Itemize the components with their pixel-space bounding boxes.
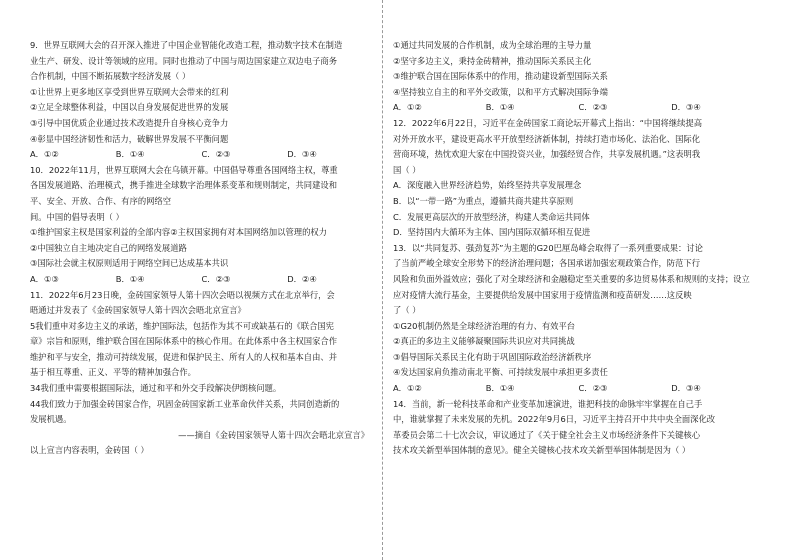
column-divider [382, 0, 383, 560]
q9-statement: ④彰显中国经济韧性和活力，破解世界发展不平衡问题 [30, 133, 229, 144]
q10-option-d[interactable]: D．②④ [287, 273, 317, 284]
q10-statement: ②中国独立自主地决定自己的网络发展道路 [30, 242, 187, 253]
q13-option-c[interactable]: C．②③ [578, 383, 608, 394]
q10-stem-line: 各国发展道路、治理模式，携手推进全球数字治理体系变革和规则制定，共同建设和 [30, 180, 337, 191]
right-column [393, 38, 764, 459]
q11-quote-line: 维护和平与安全，推动可持续发展，促进和保护民主、所有人的人权和基本自由、并 [30, 351, 337, 362]
q11-option-d[interactable]: D．③④ [671, 102, 701, 113]
q9-option-c[interactable]: C．②③ [201, 149, 231, 160]
q11-source: ——摘自《金砖国家领导人第十四次会晤北京宣言》 [178, 429, 369, 440]
q14-stem-line: 14．当前，新一轮科技革命和产业变革加速演进，谁把科技的命脉牢牢掌握在自己手 [393, 398, 703, 409]
q12-stem-line: 对外开放水平，建设更高水平开放型经济新体制，持续打造市场化、法治化、国际化 [393, 133, 700, 144]
q11-quote-line: 发展机遇。 [30, 414, 72, 425]
q14-stem-line: 革委员会第二十七次会议，审议通过了《关于健全社会主义市场经济条件下关键核心 [393, 429, 700, 440]
q13-statement: ④发达国家肩负推动南北平衡、可持续发展中承担更多责任 [393, 367, 608, 378]
q12-stem-line: 12．2022年6月22日，习近平在金砖国家工商论坛开幕式上指出：“中国将继续提高 [393, 117, 703, 128]
q10-options [30, 272, 373, 288]
q12-stem-line: 营商环境，热忱欢迎大家在中国投资兴业，加强经贸合作，共享发展机遇。”这表明我 [393, 149, 701, 160]
q13-statement: ②真正的多边主义能够凝聚国际共识应对共同挑战 [393, 336, 575, 347]
q10-stem-line: 10．2022年11月，世界互联网大会在乌镇开幕。中国倡导尊重各国网络主权，尊重 [30, 164, 338, 175]
q11-options [393, 100, 764, 116]
q12-choice-b[interactable]: B．以“一带一路”为重点，遵循共商共建共享原则 [393, 195, 574, 206]
q12-choice-c[interactable]: C．发展更高层次的开放型经济，构建人类命运共同体 [393, 211, 590, 222]
q11-quote-line: 基于相互尊重、正义、平等的精神加强合作。 [30, 367, 196, 378]
q11-statement: ④坚持独立自主的和平外交政策，以和平方式解决国际争端 [393, 86, 608, 97]
q10-stem-line: 平、安全、开放、合作、有序的网络空 [30, 195, 172, 206]
q11-statement: ③维护联合国在国际体系中的作用，推动建设新型国际关系 [393, 71, 608, 82]
q11-quote-line: 34我们重申需要根据国际法，通过和平和外交手段解决伊朗核问题。 [30, 383, 282, 394]
q13-stem-line: 了当前严峻全球安全形势下的经济治理问题；各国承诺加强宏观政策合作，防范下行 [393, 258, 700, 269]
q13-options [393, 381, 764, 397]
q13-stem-line: 风险和负面外溢效应；强化了对全球经济和金融稳定至关重要的多边贸易体系和规则的支持；设立 [393, 273, 750, 284]
q11-stem-line: 晤通过并发表了《金砖国家领导人第十四次会晤北京宣言》 [30, 305, 246, 316]
q11-quote-line: 5我们重申对多边主义的承诺，维护国际法，包括作为其不可或缺基石的《联合国宪 [30, 320, 334, 331]
q10-option-c[interactable]: C．②③ [201, 273, 231, 284]
q10-stem-line: 间。中国的倡导表明（ ） [30, 211, 124, 222]
q11-quote-line: 章》宗旨和原则，维护联合国在国际体系中的核心作用。在此体系中各主权国家合作 [30, 336, 337, 347]
q14-stem-line: 技术攻关新型举国体制的意见》。健全关键核心技术攻关新型举国体制是因为（ ） [393, 445, 691, 456]
q13-statement: ③倡导国际关系民主化有助于巩固国际政治经济新秩序 [393, 351, 592, 362]
q13-option-b[interactable]: B．①④ [485, 383, 515, 394]
q12-stem-line: 国（ ） [393, 164, 421, 175]
q12-choice-d[interactable]: D．坚持国内大循环为主体、国内国际双循环相互促进 [393, 227, 591, 238]
q9-option-d[interactable]: D．③④ [287, 149, 317, 160]
q9-option-b[interactable]: B．①④ [115, 149, 145, 160]
q10-statement: ③国际社会就主权原则适用于网络空间已达成基本共识 [30, 258, 229, 269]
q11-option-a[interactable]: A．①② [393, 102, 422, 113]
q13-stem-line: 应对疫情大流行基金，主要提供给发展中国家用于疫情监测和疫苗研发……这反映 [393, 289, 692, 300]
q9-stem-line: 业生产、研发、设计等领域的应用。同时也推动了中国与周边国家建立双边电子商务 [30, 55, 337, 66]
q10-statement: ①维护国家主权是国家利益的全部内容②主权国家拥有对本国网络加以管理的权力 [30, 227, 327, 238]
q13-option-a[interactable]: A．①② [393, 383, 422, 394]
q11-option-b[interactable]: B．①④ [485, 102, 515, 113]
q9-statement: ③引导中国优质企业通过技术改造提升自身核心竞争力 [30, 117, 229, 128]
q14-stem-line: 中，谁就掌握了未来发展的先机。2022年9月6日，习近平主持召开中共中央全面深化改 [393, 414, 716, 425]
q9-stem-line: 9．世界互联网大会的召开深入推进了中国企业智能化改造工程，推动数字技术在制造 [30, 40, 343, 50]
q12-choice-a[interactable]: A．深度融入世界经济趋势，始终坚持共享发展理念 [393, 180, 582, 191]
q11-option-c[interactable]: C．②③ [578, 102, 608, 113]
q9-stem-line: 合作机制，中国不断拓展数字经济发展（ ） [30, 71, 191, 82]
q10-option-a[interactable]: A．①③ [30, 273, 59, 284]
q9-statement: ①让世界上更多地区享受到世界互联网大会带来的红利 [30, 86, 229, 97]
q9-statement: ②立足全球整体利益，中国以自身发展促进世界的发展 [30, 102, 229, 113]
q13-stem-line: 了（ ） [393, 305, 421, 316]
q13-statement: ①G20机制仍然是全球经济治理的有力、有效平台 [393, 320, 576, 331]
left-column [30, 38, 373, 459]
q11-statement: ①通过共同发展的合作机制，成为全球治理的主导力量 [393, 40, 592, 50]
q11-stem-line: 11．2022年6月23日晚，金砖国家领导人第十四次会晤以视频方式在北京举行，会 [30, 289, 335, 300]
q13-stem-line: 13．以“共同复苏、强劲复苏”为主题的G20巴厘岛峰会取得了一系列重要成果：讨论 [393, 242, 703, 253]
q9-options [30, 147, 373, 163]
q9-option-a[interactable]: A．①② [30, 149, 59, 160]
q11-statement: ②坚守多边主义，秉持金砖精神，推动国际关系民主化 [393, 55, 592, 66]
q10-option-b[interactable]: B．①④ [115, 273, 145, 284]
q11-tail: 以上宣言内容表明，金砖国（ ） [30, 445, 149, 456]
q11-quote-line: 44我们致力于加强金砖国家合作，巩固金砖国家新工业革命伙伴关系，共同创造新的 [30, 398, 340, 409]
q13-option-d[interactable]: D．③④ [671, 383, 701, 394]
